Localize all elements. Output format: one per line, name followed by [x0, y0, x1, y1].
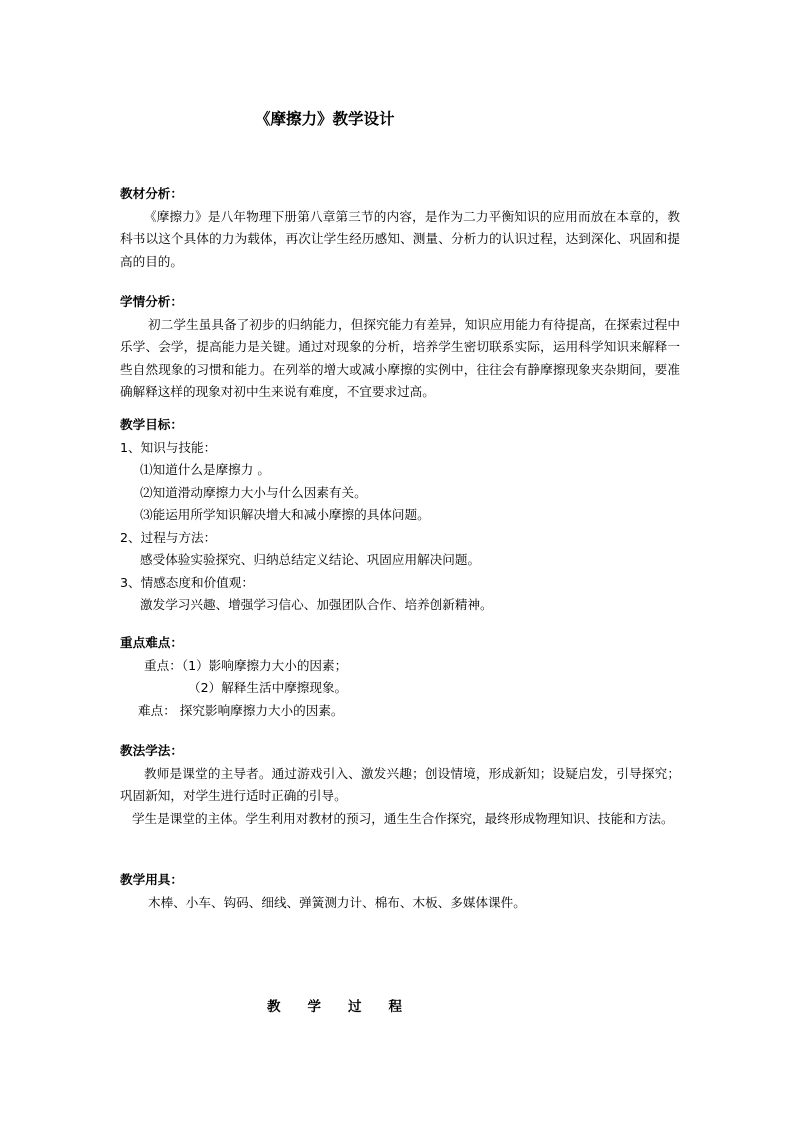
section-methods [120, 740, 680, 830]
goal-item: ⑵知道滑动摩擦力大小与什么因素有关。 [140, 484, 367, 500]
section-heading: 重点难点： [120, 635, 183, 650]
section-heading: 教学用具： [120, 872, 183, 887]
section-paragraph: 教师是课堂的主导者。通过游戏引入、激发兴趣；创设情境，形成新知；设疑启发，引导探究；巩固新知，对学生进行适时正确的引导。 [120, 765, 680, 803]
section-paragraph: 学生是课堂的主体。学生利用对教材的预习，通生生合作探究，最终形成物理知识、技能和方法。 [132, 810, 674, 826]
goal-item: ⑴知道什么是摩擦力 。 [140, 462, 270, 477]
section-heading: 教法学法： [120, 743, 183, 758]
goal-title: 2、过程与方法： [120, 529, 217, 545]
goal-title: 1、知识与技能： [120, 439, 217, 455]
section-heading: 教材分析： [120, 186, 183, 201]
section-goals [120, 414, 680, 617]
goal-item: ⑶能运用所学知识解决增大和减小摩擦的具体问题。 [140, 507, 430, 522]
section-heading: 教学目标： [120, 417, 183, 432]
section-material [120, 183, 680, 273]
process-heading [267, 995, 402, 1015]
keypoint-line: 重点：（1）影响摩擦力大小的因素； [144, 657, 348, 673]
document-title: 《摩擦力》教学设计 [255, 110, 395, 128]
process-char: 学 [307, 999, 321, 1015]
section-keypoints [120, 632, 680, 722]
difficulty-line: 难点： 探究影响摩擦力大小的因素。 [138, 702, 344, 718]
process-char: 程 [388, 999, 402, 1015]
section-tools [120, 869, 680, 914]
section-heading: 学情分析： [120, 294, 183, 309]
section-paragraph: 《摩擦力》是八年物理下册第八章第三节的内容，是作为二力平衡知识的应用而放在本章的，教科书以这个具体的力为载体，再次让学生经历感知、测量、分析力的认识过程，达到深化、巩固和提高的目的。 [120, 208, 680, 269]
process-char: 过 [348, 999, 362, 1015]
process-char: 教 [267, 999, 281, 1015]
tools-list: 木棒、小车、钩码、细线、弹簧测力计、棉布、木板、多媒体课件。 [148, 894, 526, 910]
section-paragraph: 初二学生虽具备了初步的归纳能力，但探究能力有差异，知识应用能力有待提高，在探索过程中乐学、会学，提高能力是关键。通过对现象的分析，培养学生密切联系实际，运用科学知识来解释一些自然现象的习惯和能力。在列举的增大或减小摩擦的实例中，往往会有静摩擦现象夹杂期间，要准确解释这样的现象对初中生来说有难度，不宜要求过高。 [120, 316, 680, 399]
goal-text: 激发学习兴趣、增强学习信心、加强团队合作、培养创新精神。 [140, 597, 493, 612]
keypoint-line: （2）解释生活中摩擦现象。 [188, 680, 348, 695]
goal-text: 感受体验实验探究、归纳总结定义结论、巩固应用解决问题。 [140, 552, 481, 567]
goal-title: 3、情感态度和价值观： [120, 574, 254, 590]
section-students [120, 291, 680, 404]
